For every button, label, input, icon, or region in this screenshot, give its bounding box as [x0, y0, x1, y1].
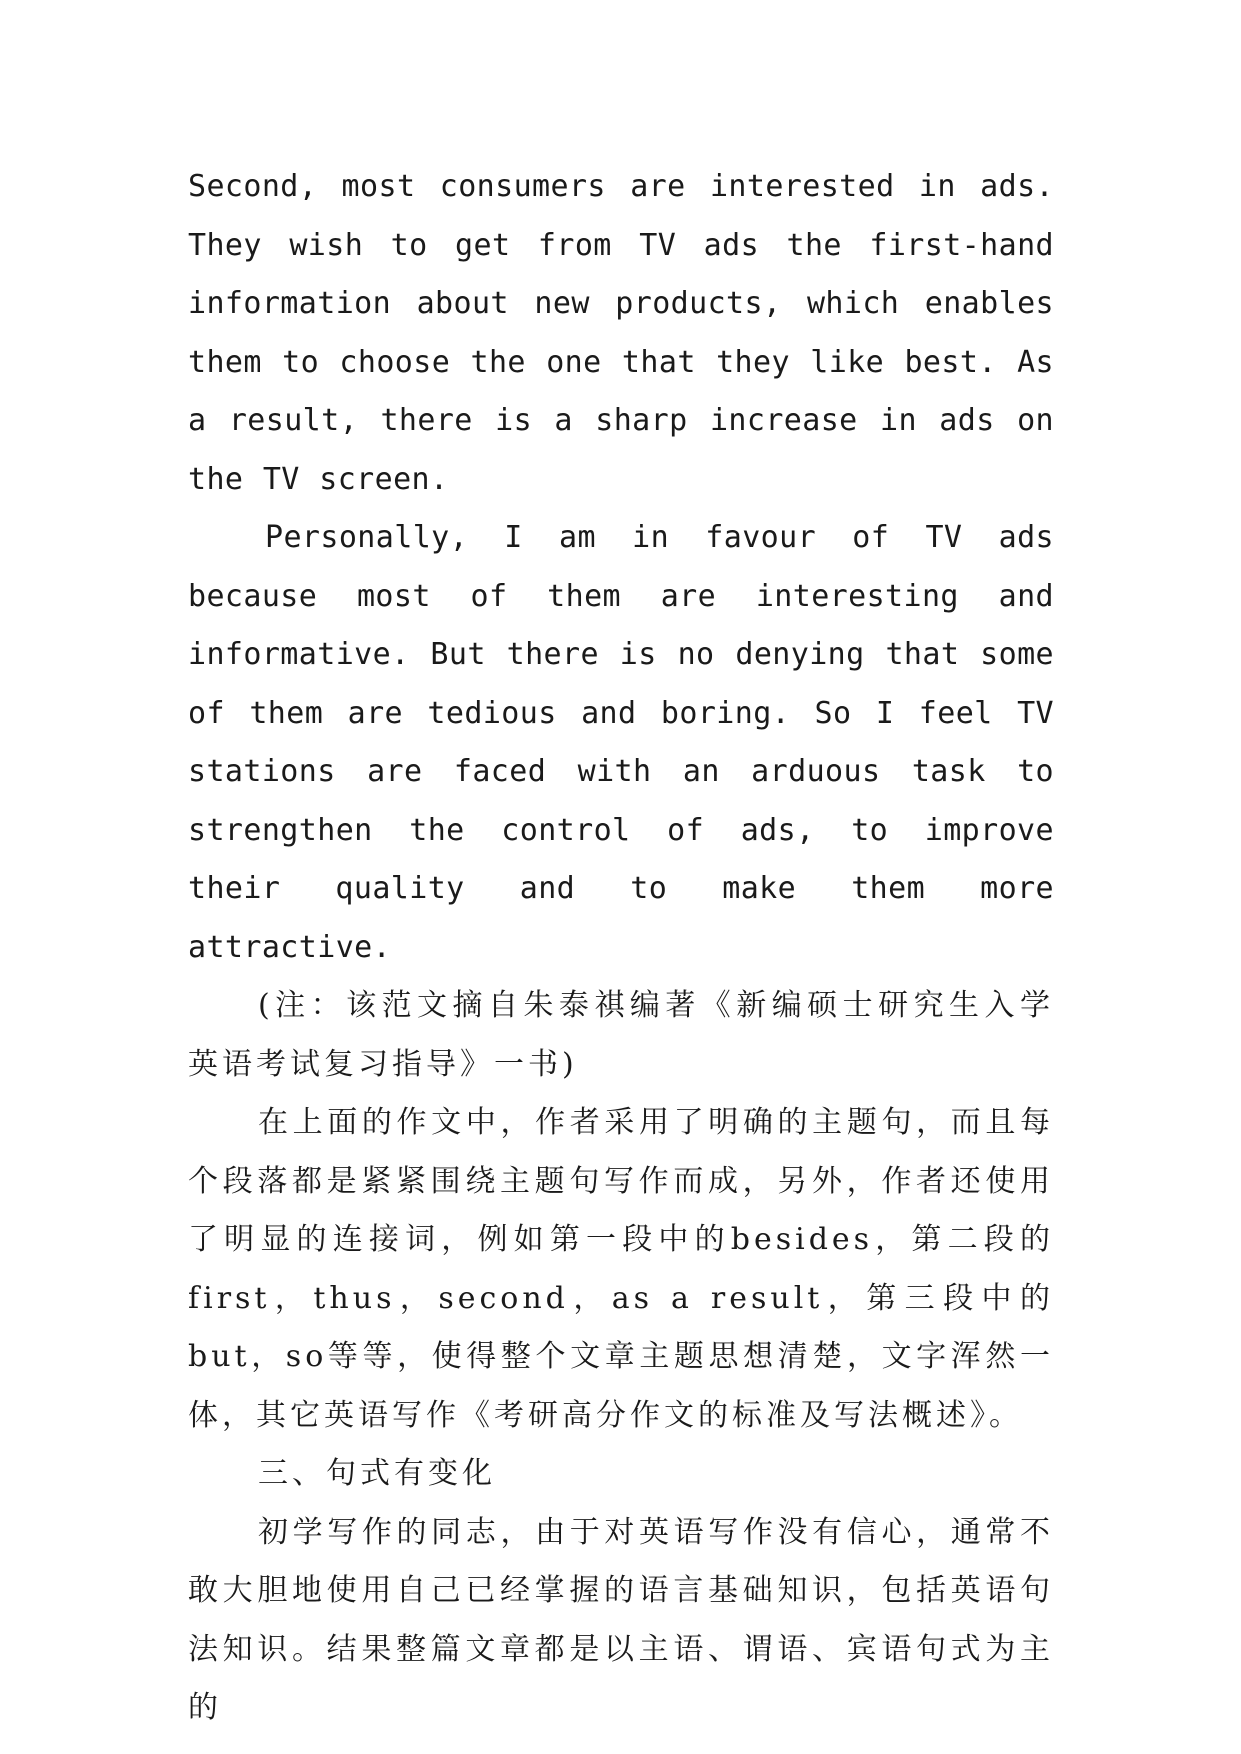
- paragraph-sentence-variety: 初学写作的同志，由于对英语写作没有信心，通常不敢大胆地使用自己已经掌握的语言基础知识，包括英语句法知识。结果整篇文章都是以主语、谓语、宾语句式为主的: [188, 1514, 1054, 1725]
- source-note: (注：该范文摘自朱泰祺编著《新编硕士研究生入学英语考试复习指导》一书): [188, 988, 1054, 1082]
- paragraph-analysis: 在上面的作文中，作者采用了明确的主题句，而且每个段落都是紧紧围绕主题句写作而成，另外，作者还使用了明显的连接词，例如第一段中的besides，第二段的first，thus，second，as a result，第三段中的but，so等等，使得整个文章主题思想清楚，文字浑然一体，其它英语写作《考研高分作文的标准及写法概述》。: [188, 1105, 1054, 1433]
- document-page: [188, 158, 1054, 1738]
- paragraph-personal-opinion: Personally, I am in favour of TV ads because most of them are interesting and informative. But there is no denying that some of them are tedious and boring. So I feel TV stations are faced with an arduous task to strengthen the control of ads, to improve their quality and to make them more attractive.: [188, 520, 1054, 965]
- paragraph-second-point: Second, most consumers are interested in ads. They wish to get from TV ads the first-hand information about new products, which enables them to choose the one that they like best. As a result, there is a sharp increase in ads on the TV screen.: [188, 169, 1054, 497]
- section-heading: 三、句式有变化: [258, 1456, 496, 1491]
